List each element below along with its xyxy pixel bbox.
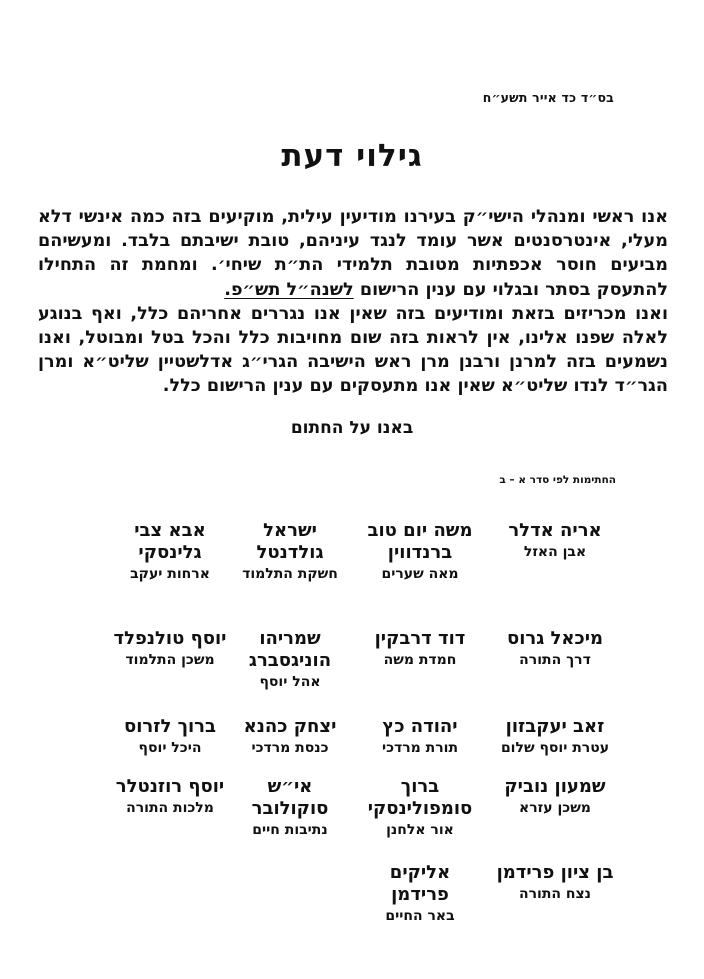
signature	[360, 862, 480, 926]
signature	[470, 776, 640, 818]
paragraph-1	[38, 205, 668, 302]
signer-name: ישראל גולדנטל	[256, 520, 324, 563]
signer-institution: נצח התורה	[518, 886, 591, 902]
signature	[105, 628, 235, 670]
signer-institution: מאה שערים	[381, 566, 459, 582]
signature	[470, 628, 640, 670]
signature	[345, 520, 495, 584]
signer-name: דוד דרבקין	[374, 628, 466, 649]
signer-institution: אהל יוסף	[259, 674, 321, 690]
signer-institution: באר החיים	[385, 908, 455, 924]
signature	[230, 520, 350, 584]
signer-institution: אבן האזל	[523, 544, 587, 560]
signer-name: זאב יעקבזון	[505, 716, 605, 737]
signer-name: ברוך לזרוס	[123, 716, 216, 737]
signature	[115, 520, 225, 584]
signer-name: יצחק כהנא	[243, 716, 337, 737]
signatures-order-note: החתימות לפי סדר א – ב	[499, 474, 616, 486]
declaration-body	[38, 205, 668, 399]
paragraph-1-text: אנו ראשי ומנהלי הישי״ק בעירנו מודיעין עילית, מוקיעים בזה כמה אינשי דלא מעלי, אינטרסנטים אשר עומד לנגד עיניהם, טובת ישיבתם בלבד. ומעשיהם מביעים חוסר אכפתיות מטובת תלמידי הת״ת שיחי׳. ומחמת זה התחילו להתעסק בסתר ובגלוי עם ענין הרישום	[38, 207, 668, 300]
signature	[105, 776, 235, 818]
signer-institution: ארחות יעקב	[130, 566, 210, 582]
signer-name: יוסף טולנפלד	[113, 628, 227, 649]
signature	[105, 716, 235, 758]
signer-name: שמריהו הוניגסברג	[248, 628, 332, 671]
signature	[480, 862, 630, 904]
signer-institution: חמדת משה	[383, 652, 457, 668]
signer-name: משה יום טוב ברנדווין	[367, 520, 473, 563]
signer-name: אי״ש סוקולובר	[251, 776, 329, 819]
signature	[345, 716, 495, 758]
paragraph-2: ואנו מכריזים בזאת ומודיעים בזה שאין אנו נגררים אחריהם כלל, ואף בנוגע לאלה שפנו אלינו, אין לראות בזה שום מחויבות כלל והכל בטל ומבוטל, ואנו נשמעים בזה למרנן ורבנן מרן ראש הישיבה הגרי״ג אדלשטיין שליט״א ומרן הגר״ד לנדו שליט״א שאין אנו מתעסקים עם ענין הרישום כלל.	[38, 303, 668, 397]
signer-institution: משכן עזרא	[519, 800, 591, 816]
signer-name: אריה אדלר	[508, 520, 602, 541]
signature	[345, 628, 495, 670]
signer-institution: אור אלחנן	[386, 822, 454, 838]
signer-institution: נתיבות חיים	[252, 822, 328, 838]
signer-name: אבא צבי גלינסקי	[134, 520, 206, 563]
signer-institution: תורת מרדכי	[381, 740, 459, 756]
signer-institution: כנסת מרדכי	[251, 740, 329, 756]
signature	[470, 520, 640, 562]
signer-name: מיכאל גרוס	[506, 628, 604, 649]
signer-institution: חשקת התלמוד	[242, 566, 338, 582]
date-line: בס״ד כד אייר תשע״ח	[482, 90, 614, 105]
signature	[230, 628, 350, 692]
signature	[470, 716, 640, 758]
signer-institution: היכל יוסף	[138, 740, 202, 756]
signature	[230, 776, 350, 840]
signer-name: שמעון נוביק	[504, 776, 606, 797]
signer-name: יהודה כץ	[382, 716, 458, 737]
signer-institution: מלכות התורה	[126, 800, 214, 816]
signer-institution: משכן התלמוד	[125, 652, 215, 668]
signer-institution: עטרת יוסף שלום	[500, 740, 610, 756]
closing-line: באנו על החתום	[290, 418, 414, 438]
paragraph-1-underlined: לשנה״ל תש״פ.	[224, 279, 354, 300]
signature	[360, 776, 480, 840]
signer-name: ברוך סומפולינסקי	[367, 776, 473, 819]
signer-name: יוסף רוזנטלר	[115, 776, 225, 797]
signer-institution: דרך התורה	[519, 652, 591, 668]
page-title: גילוי דעת	[281, 138, 423, 174]
signer-name: אליקים פרידמן	[389, 862, 451, 905]
signature	[230, 716, 350, 758]
signer-name: בן ציון פרידמן	[496, 862, 614, 883]
